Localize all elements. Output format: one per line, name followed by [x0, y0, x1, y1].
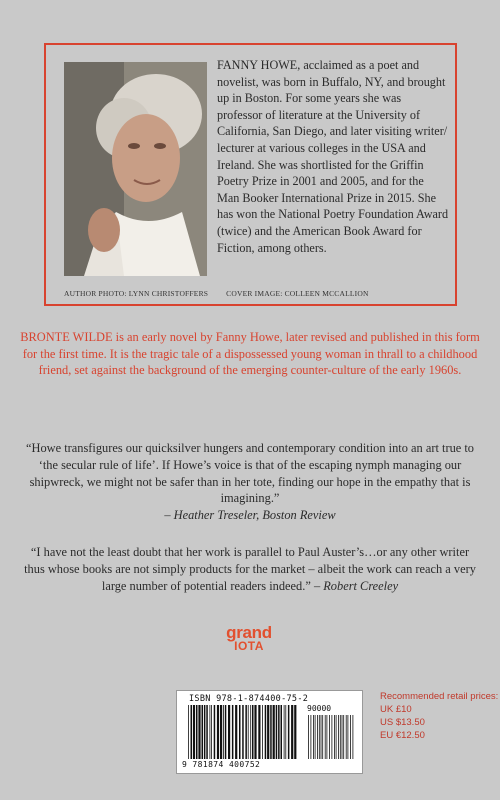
- barcode-bar: [217, 705, 219, 759]
- barcode-bar: [235, 705, 237, 759]
- barcode-bar: [346, 715, 347, 759]
- barcode-bar: [258, 705, 260, 759]
- barcode-bar: [288, 705, 290, 759]
- barcode-bar: [262, 705, 263, 759]
- author-bio-box: [44, 43, 457, 306]
- barcode-bar: [248, 705, 249, 759]
- barcode-bar: [291, 705, 293, 759]
- barcode-bar: [202, 705, 204, 759]
- barcode-bar: [250, 705, 251, 759]
- price-eu: EU €12.50: [380, 730, 425, 741]
- barcode-bar: [232, 705, 234, 759]
- barcode-bar: [338, 715, 339, 759]
- barcode-bar: [191, 705, 193, 759]
- barcode-bar: [193, 705, 195, 759]
- author-portrait-illustration: [64, 62, 207, 276]
- barcode-ean-digits: 9 781874 400752: [182, 760, 261, 769]
- barcode-bar: [332, 715, 333, 759]
- review-quote-1-text: “Howe transfigures our quicksilver hungers and contemporary condition into an art true to ‘the secular rule of life’. If Howe’s voice is that of the escaping nymph managing our shipwreck, we might not be safer than in her tote, finding our hope in the empathy that is imagining.”: [26, 441, 474, 506]
- barcode-bar: [252, 705, 254, 759]
- barcode-bar: [336, 715, 337, 759]
- barcode-bar: [210, 705, 211, 759]
- barcode: [176, 690, 363, 774]
- barcode-addon-digits: 90000: [307, 704, 332, 713]
- barcode-bar: [313, 715, 314, 759]
- barcode-bar: [276, 705, 278, 759]
- barcode-bar: [315, 715, 316, 759]
- barcode-bar: [273, 705, 275, 759]
- barcode-bar: [265, 705, 267, 759]
- review-quote-1: [20, 440, 480, 524]
- barcode-bar: [245, 705, 247, 759]
- barcode-bar: [242, 705, 244, 759]
- barcode-bar: [308, 715, 309, 759]
- barcode-bar: [327, 715, 328, 759]
- cover-image-credit: COVER IMAGE: COLLEEN MCCALLION: [226, 289, 369, 298]
- barcode-bar: [348, 715, 349, 759]
- barcode-bar: [334, 715, 335, 759]
- barcode-bar: [228, 705, 230, 759]
- barcode-bar: [223, 705, 224, 759]
- price-uk: UK £10: [380, 704, 412, 715]
- barcode-bar: [254, 705, 256, 759]
- barcode-bar: [342, 715, 343, 759]
- barcode-bar: [198, 705, 200, 759]
- barcode-bar: [353, 715, 354, 759]
- barcode-bar: [321, 715, 322, 759]
- author-bio-text: FANNY HOWE, acclaimed as a poet and novelist, was born in Buffalo, NY, and brought up in Boston. For some years she was professor of literature at the University of California, San Diego, and later visiting writer/ lecturer at various colleges in the USA and Ireland. She was shortlisted for the Griffin Poetry Prize in 2001 and 2005, and for the Man Booker International Prize in 2015. She has won the National Poetry Foundation Award (twice) and the American Book Award for Fiction, among others.: [217, 58, 449, 255]
- barcode-bar: [220, 705, 222, 759]
- review-quote-1-attribution: – Heather Treseler, Boston Review: [164, 508, 336, 523]
- barcode-bar: [325, 715, 326, 759]
- prices-heading: Recommended retail prices:: [380, 691, 499, 702]
- barcode-bar: [294, 705, 296, 759]
- barcode-bar: [239, 705, 241, 759]
- barcode-bar: [267, 705, 269, 759]
- barcode-bar: [350, 715, 351, 759]
- barcode-bar: [225, 705, 227, 759]
- publisher-logo: [219, 624, 279, 652]
- barcode-bar: [196, 705, 198, 759]
- author-photo: [64, 62, 207, 276]
- review-quote-2-attribution: – Robert Creeley: [313, 578, 399, 593]
- barcode-bar: [285, 705, 286, 759]
- barcode-bar: [329, 715, 330, 759]
- barcode-bar: [278, 705, 280, 759]
- barcode-bar: [319, 715, 320, 759]
- barcode-bar: [281, 705, 283, 759]
- review-quote-2-text: “I have not the least doubt that her work is parallel to Paul Auster’s…or any other writer thus whose books are not simply products for the market – albeit the work can reach a very large number of potential readers indeed.”: [24, 545, 476, 593]
- book-blurb: BRONTE WILDE is an early novel by Fanny Howe, later revised and published in this form for the first time. It is the tragic tale of a dispossessed young woman in thrall to a childhood friend, set against the background of the emerging counter-culture of the early 1960s.: [20, 330, 480, 377]
- barcode-bar: [322, 715, 323, 759]
- image-credits: [64, 289, 444, 298]
- publisher-logo-line1: grand: [226, 623, 272, 642]
- publisher-logo-line2: IOTA: [234, 639, 264, 653]
- review-quote-2: [20, 544, 480, 594]
- barcode-bar: [206, 705, 208, 759]
- author-photo-credit: AUTHOR PHOTO: LYNN CHRISTOFFERS: [64, 289, 209, 298]
- barcode-bar: [204, 705, 206, 759]
- barcode-bar: [270, 705, 272, 759]
- barcode-bar: [214, 705, 216, 759]
- barcode-bar: [343, 715, 344, 759]
- barcode-bar: [317, 715, 318, 759]
- barcode-bar: [211, 705, 212, 759]
- barcode-bars: [187, 705, 297, 761]
- barcode-bar: [311, 715, 312, 759]
- isbn-label: ISBN 978-1-874400-75-2: [189, 694, 309, 704]
- retail-prices: [380, 690, 499, 742]
- price-us: US $13.50: [380, 717, 425, 728]
- barcode-addon-bars: [307, 715, 355, 761]
- barcode-bar: [340, 715, 341, 759]
- barcode-bar: [284, 705, 285, 759]
- barcode-bar: [188, 705, 189, 759]
